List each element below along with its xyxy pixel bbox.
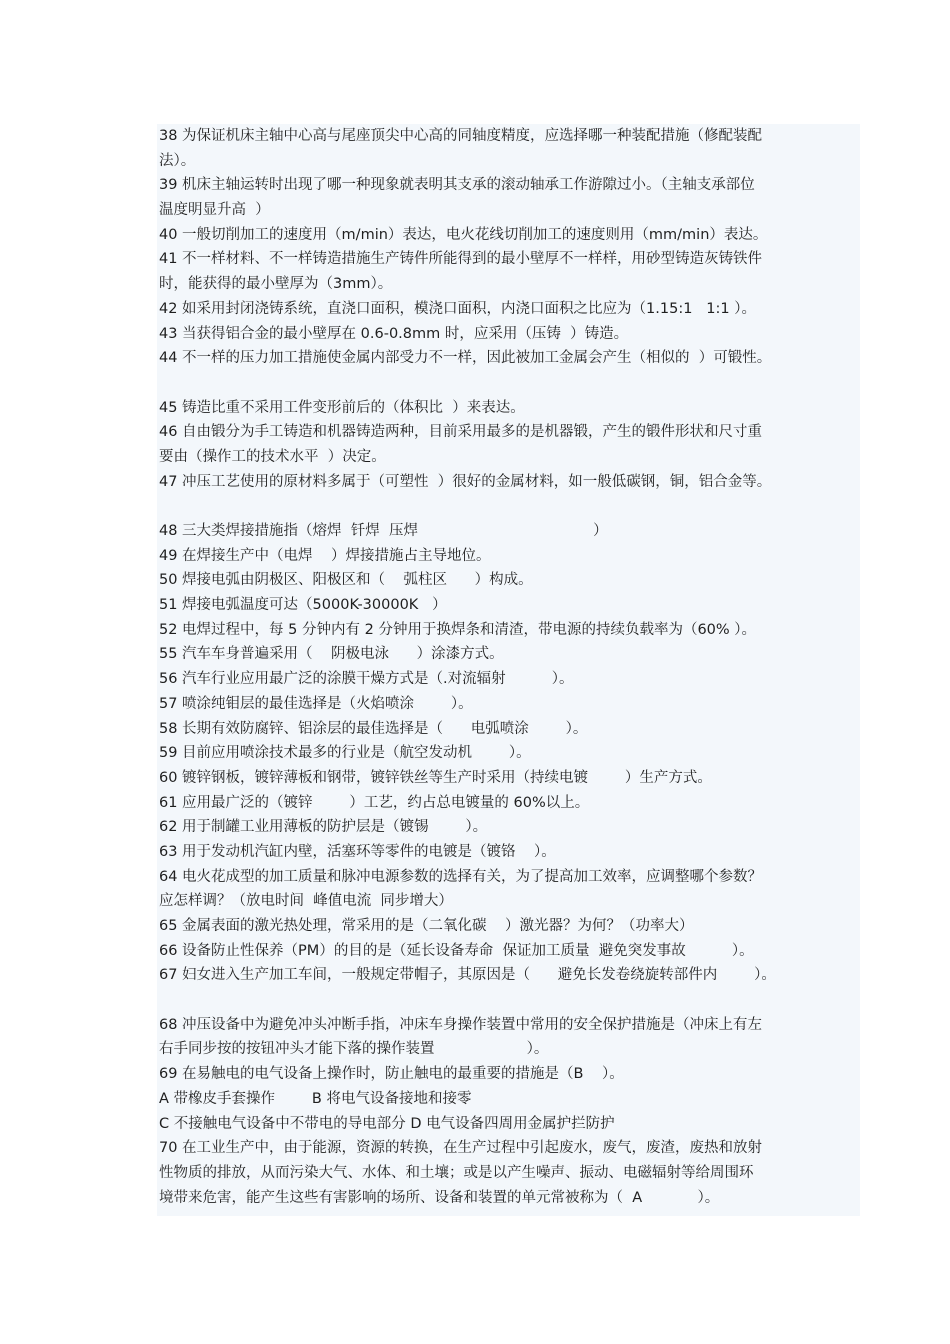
text-line: 64 电火花成型的加工质量和脉冲电源参数的选择有关，为了提高加工效率，应调整哪个参数？ <box>159 868 763 885</box>
text-line: 62 用于制罐工业用薄板的防护层是（镀锡 ）。 <box>159 819 488 836</box>
text-line: 右手同步按的按钮冲头才能下落的操作装置 ）。 <box>159 1041 549 1058</box>
text-line: 59 目前应用喷涂技术最多的行业是（航空发动机 ）。 <box>159 745 531 762</box>
text-line: 63 用于发动机汽缸内壁，活塞环等零件的电镀是（镀铬 ）。 <box>159 843 556 860</box>
blank-line <box>157 494 860 519</box>
text-line: 46 自由锻分为手工铸造和机器铸造两种，目前采用最多的是机器锻，产生的锻件形状和尺寸重 <box>159 424 763 441</box>
blank-line <box>157 988 860 1013</box>
text-line: 38 为保证机床主轴中心高与尾座顶尖中心高的同轴度精度，应选择哪一种装配措施（修配装配 <box>159 128 763 144</box>
text-line: 65 金属表面的激光热处理，常采用的是（二氧化碳 ）激光器？为何？（功率大） <box>159 918 694 934</box>
question-list <box>157 124 860 1216</box>
text-line: 67 妇女进入生产加工车间，一般规定带帽子，其原因是（ 避免长发卷绕旋转部件内 ）。 <box>159 967 776 984</box>
text-line: 66 设备防止性保养（PM）的目的是（延长设备寿命 保证加工质量 避免突发事故 ）。 <box>159 942 754 959</box>
text-line: 49 在焊接生产中（电焊 ）焊接措施占主导地位。 <box>159 547 491 564</box>
text-line: 61 应用最广泛的（镀锌 ）工艺，约占总电镀量的 60%以上。 <box>159 794 590 811</box>
text-line: 69 在易触电的电气设备上操作时，防止触电的最重要的措施是（B ）。 <box>159 1066 624 1083</box>
text-line: 41 不一样材料、不一样铸造措施生产铸件所能得到的最小壁厚不一样样，用砂型铸造灰铸铁件 <box>159 251 763 268</box>
text-line: 56 汽车行业应用最广泛的涂膜干燥方式是（.对流辐射 ）。 <box>159 671 574 688</box>
text-line: 52 电焊过程中，每 5 分钟内有 2 分钟用于换焊条和清渣，带电源的持续负载率为（60% ）。 <box>159 621 757 638</box>
text-line: 40 一般切削加工的速度用（m/min）表达，电火花线切削加工的速度则用（mm/min）表达。 <box>159 226 768 243</box>
text-line: 要由（操作工的技术水平 ）决定。 <box>159 448 386 465</box>
text-line: 45 铸造比重不采用工件变形前后的（体积比 ）来表达。 <box>159 399 525 416</box>
blank-line <box>157 371 860 396</box>
text-line: 境带来危害，能产生这些有害影响的场所、设备和装置的单元常被称为（ A ）。 <box>159 1189 720 1206</box>
text-line: 48 三大类焊接措施指（熔焊 钎焊 压焊 ） <box>159 523 608 539</box>
text-line: A 带橡皮手套操作 B 将电气设备接地和接零 <box>159 1090 472 1107</box>
text-line: 57 喷涂纯钼层的最佳选择是（火焰喷涂 ）。 <box>159 695 473 712</box>
text-line: 42 如采用封闭浇铸系统，直浇口面积，模浇口面积，内浇口面积之比应为（1.15:1 1:1 ）。 <box>159 300 756 317</box>
text-line: 温度明显升高 ） <box>159 202 270 219</box>
text-line: 60 镀锌钢板，镀锌薄板和钢带，镀锌铁丝等生产时采用（持续电镀 ）生产方式。 <box>159 769 712 786</box>
text-line: 51 焊接电弧温度可达（5000K-30000K ） <box>159 597 447 614</box>
text-line: C 不接触电气设备中不带电的导电部分 D 电气设备四周用金属护拦防护 <box>159 1115 615 1132</box>
text-line: 法）。 <box>159 152 196 169</box>
text-line: 55 汽车车身普遍采用（ 阴极电泳 ）涂漆方式。 <box>159 646 504 663</box>
text-line: 应怎样调？（放电时间 峰值电流 同步增大） <box>159 893 453 910</box>
text-line: 性物质的排放，从而污染大气、水体、和土壤；或是以产生噪声、振动、电磁辐射等给周围环 <box>159 1164 754 1181</box>
text-line: 70 在工业生产中，由于能源，资源的转换，在生产过程中引起废水，废气，废渣，废热和放射 <box>159 1140 763 1157</box>
text-line: 44 不一样的压力加工措施使金属内部受力不一样，因此被加工金属会产生（相似的 ）可锻性。 <box>159 350 772 367</box>
text-line: 43 当获得铝合金的最小壁厚在 0.6-0.8mm 时，应采用（压铸 ）铸造。 <box>159 325 629 342</box>
text-line: 时，能获得的最小壁厚为（3mm）。 <box>159 276 393 293</box>
text-line: 47 冲压工艺使用的原材料多属于（可塑性 ）很好的金属材料，如一般低碳钢，铜，铝合金等。 <box>159 473 772 490</box>
text-line: 39 机床主轴运转时出现了哪一种现象就表明其支承的滚动轴承工作游隙过小。（主轴支承部位 <box>159 177 755 194</box>
text-line: 50 焊接电弧由阴极区、阳极区和（ 弧柱区 ）构成。 <box>159 572 533 589</box>
text-line: 68 冲压设备中为避免冲头冲断手指，冲床车身操作装置中常用的安全保护措施是（冲床上有左 <box>159 1016 763 1033</box>
text-line: 58 长期有效防腐锌、铝涂层的最佳选择是（ 电弧喷涂 ）。 <box>159 720 588 737</box>
